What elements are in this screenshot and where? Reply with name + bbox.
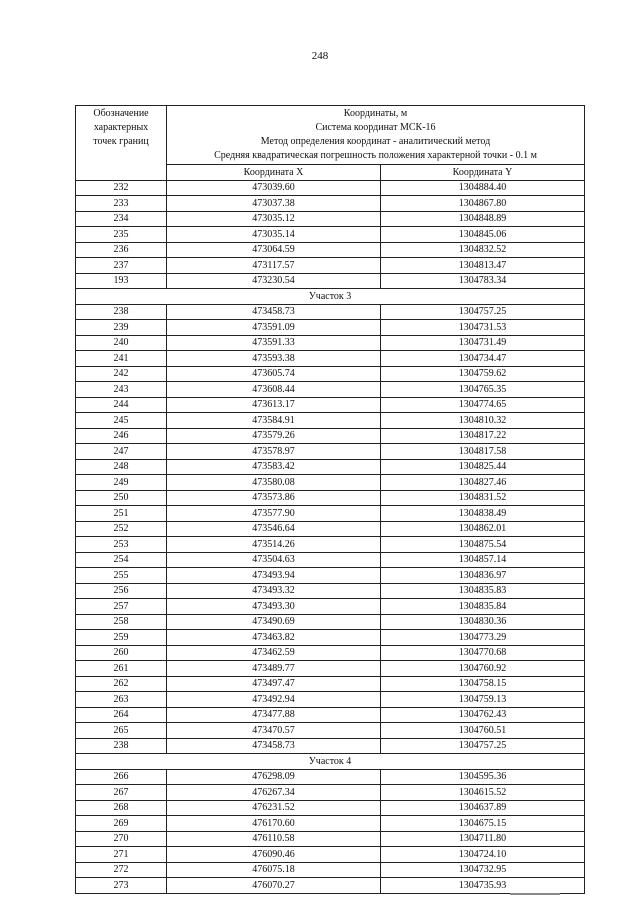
cell-x: 473579.26 (167, 428, 381, 444)
table-row (76, 444, 585, 460)
cell-y: 1304827.46 (381, 475, 585, 491)
cell-point: 245 (76, 413, 167, 429)
cell-y: 1304759.13 (381, 692, 585, 708)
column-header-x: Координата X (167, 165, 381, 181)
table-row (76, 769, 585, 785)
cell-y: 1304817.22 (381, 428, 585, 444)
header-left-line-3: точек границ (93, 136, 149, 147)
table-row (76, 335, 585, 351)
cell-x: 473035.12 (167, 211, 381, 227)
table-row (76, 645, 585, 661)
table-row (76, 459, 585, 475)
header-right-line-3: Метод определения координат - аналитический метод (260, 136, 491, 147)
table-row (76, 351, 585, 367)
table-row (76, 831, 585, 847)
cell-point: 244 (76, 397, 167, 413)
cell-x: 473593.38 (167, 351, 381, 367)
cell-x: 473492.94 (167, 692, 381, 708)
section-row (76, 754, 585, 770)
cell-x: 473605.74 (167, 366, 381, 382)
cell-x: 473477.88 (167, 707, 381, 723)
cell-point: 239 (76, 320, 167, 336)
table-row (76, 227, 585, 243)
table-row (76, 180, 585, 196)
cell-x: 473613.17 (167, 397, 381, 413)
cell-x: 476110.58 (167, 831, 381, 847)
cell-y: 1304595.36 (381, 769, 585, 785)
cell-x: 473580.08 (167, 475, 381, 491)
cell-point: 249 (76, 475, 167, 491)
cell-x: 473546.64 (167, 521, 381, 537)
cell-x: 473591.33 (167, 335, 381, 351)
cell-point: 232 (76, 180, 167, 196)
cell-y: 1304835.84 (381, 599, 585, 615)
cell-y: 1304848.89 (381, 211, 585, 227)
cell-point: 260 (76, 645, 167, 661)
cell-point: 270 (76, 831, 167, 847)
cell-x: 473037.38 (167, 196, 381, 212)
cell-point: 259 (76, 630, 167, 646)
section-row (76, 289, 585, 305)
cell-point: 255 (76, 568, 167, 584)
table-row (76, 242, 585, 258)
cell-x: 473493.94 (167, 568, 381, 584)
table-row (76, 630, 585, 646)
cell-point: 264 (76, 707, 167, 723)
cell-x: 476070.27 (167, 878, 381, 894)
section-label: Участок 4 (76, 754, 585, 770)
cell-point: 238 (76, 304, 167, 320)
cell-y: 1304783.34 (381, 273, 585, 289)
coordinates-table-body (76, 106, 585, 894)
cell-y: 1304732.95 (381, 862, 585, 878)
cell-y: 1304825.44 (381, 459, 585, 475)
cell-point: 273 (76, 878, 167, 894)
cell-x: 473230.54 (167, 273, 381, 289)
header-point-designation (76, 106, 167, 181)
cell-y: 1304765.35 (381, 382, 585, 398)
cell-point: 242 (76, 366, 167, 382)
cell-x: 473458.73 (167, 304, 381, 320)
cell-y: 1304711.80 (381, 831, 585, 847)
cell-point: 241 (76, 351, 167, 367)
cell-point: 257 (76, 599, 167, 615)
cell-point: 251 (76, 506, 167, 522)
cell-y: 1304637.89 (381, 800, 585, 816)
cell-point: 267 (76, 785, 167, 801)
cell-x: 473035.14 (167, 227, 381, 243)
cell-point: 250 (76, 490, 167, 506)
cell-point: 240 (76, 335, 167, 351)
table-row (76, 366, 585, 382)
table-row (76, 273, 585, 289)
cell-y: 1304731.53 (381, 320, 585, 336)
cell-point: 258 (76, 614, 167, 630)
cell-x: 473504.63 (167, 552, 381, 568)
cell-y: 1304735.93 (381, 878, 585, 894)
table-row (76, 816, 585, 832)
cell-x: 473458.73 (167, 738, 381, 754)
cell-point: 268 (76, 800, 167, 816)
cell-point: 235 (76, 227, 167, 243)
table-row (76, 738, 585, 754)
cell-y: 1304615.52 (381, 785, 585, 801)
cell-y: 1304830.36 (381, 614, 585, 630)
cell-y: 1304774.65 (381, 397, 585, 413)
cell-y: 1304724.10 (381, 847, 585, 863)
coordinates-table (75, 105, 585, 894)
cell-point: 254 (76, 552, 167, 568)
cell-point: 261 (76, 661, 167, 677)
cell-y: 1304867.80 (381, 196, 585, 212)
cell-x: 473514.26 (167, 537, 381, 553)
cell-y: 1304757.25 (381, 738, 585, 754)
table-row (76, 552, 585, 568)
cell-x: 473608.44 (167, 382, 381, 398)
cell-y: 1304675.15 (381, 816, 585, 832)
table-row (76, 320, 585, 336)
cell-x: 473489.77 (167, 661, 381, 677)
table-row (76, 723, 585, 739)
cell-y: 1304835.83 (381, 583, 585, 599)
table-row (76, 568, 585, 584)
cell-x: 473470.57 (167, 723, 381, 739)
table-row (76, 475, 585, 491)
cell-point: 271 (76, 847, 167, 863)
header-left-line-1: Обозначение (93, 108, 149, 119)
header-coordinates-info (167, 106, 585, 165)
cell-x: 473117.57 (167, 258, 381, 274)
cell-point: 236 (76, 242, 167, 258)
cell-point: 253 (76, 537, 167, 553)
cell-point: 193 (76, 273, 167, 289)
section-label: Участок 3 (76, 289, 585, 305)
table-row (76, 258, 585, 274)
cell-x: 476231.52 (167, 800, 381, 816)
cell-y: 1304757.25 (381, 304, 585, 320)
cell-y: 1304875.54 (381, 537, 585, 553)
cell-point: 256 (76, 583, 167, 599)
cell-y: 1304836.97 (381, 568, 585, 584)
cell-point: 263 (76, 692, 167, 708)
cell-x: 473064.59 (167, 242, 381, 258)
table-row (76, 397, 585, 413)
cell-y: 1304845.06 (381, 227, 585, 243)
cell-y: 1304773.29 (381, 630, 585, 646)
cell-y: 1304862.01 (381, 521, 585, 537)
cell-point: 262 (76, 676, 167, 692)
header-right-line-1: Координаты, м (343, 108, 408, 119)
table-row (76, 196, 585, 212)
cell-x: 476170.60 (167, 816, 381, 832)
table-row (76, 862, 585, 878)
table-row (76, 707, 585, 723)
cell-x: 473493.32 (167, 583, 381, 599)
cell-y: 1304762.43 (381, 707, 585, 723)
cell-y: 1304832.52 (381, 242, 585, 258)
table-row (76, 304, 585, 320)
cell-x: 473573.86 (167, 490, 381, 506)
cell-y: 1304831.52 (381, 490, 585, 506)
table-row (76, 661, 585, 677)
table-row (76, 537, 585, 553)
cell-x: 476298.09 (167, 769, 381, 785)
cell-y: 1304817.58 (381, 444, 585, 460)
table-row (76, 692, 585, 708)
table-row (76, 211, 585, 227)
cell-y: 1304760.51 (381, 723, 585, 739)
table-row (76, 521, 585, 537)
cell-y: 1304857.14 (381, 552, 585, 568)
cell-x: 473577.90 (167, 506, 381, 522)
cell-y: 1304734.47 (381, 351, 585, 367)
table-row (76, 878, 585, 894)
table-row (76, 428, 585, 444)
cell-x: 473039.60 (167, 180, 381, 196)
cell-x: 476090.46 (167, 847, 381, 863)
table-row (76, 583, 585, 599)
cell-y: 1304760.92 (381, 661, 585, 677)
cell-y: 1304731.49 (381, 335, 585, 351)
table-row (76, 847, 585, 863)
cell-x: 473497.47 (167, 676, 381, 692)
table-header-row (76, 106, 585, 165)
table-row (76, 506, 585, 522)
cell-point: 248 (76, 459, 167, 475)
table-row (76, 800, 585, 816)
cell-x: 473463.82 (167, 630, 381, 646)
header-right-line-4: Средняя квадратическая погрешность положения характерной точки - 0.1 м (214, 150, 537, 161)
cell-point: 246 (76, 428, 167, 444)
cell-point: 233 (76, 196, 167, 212)
cell-x: 476267.34 (167, 785, 381, 801)
cell-x: 473578.97 (167, 444, 381, 460)
cell-x: 473584.91 (167, 413, 381, 429)
cell-point: 269 (76, 816, 167, 832)
cell-y: 1304813.47 (381, 258, 585, 274)
table-row (76, 599, 585, 615)
table-row (76, 413, 585, 429)
cell-point: 266 (76, 769, 167, 785)
cell-x: 473583.42 (167, 459, 381, 475)
table-row (76, 382, 585, 398)
cell-point: 272 (76, 862, 167, 878)
cell-x: 473493.30 (167, 599, 381, 615)
cell-x: 473490.69 (167, 614, 381, 630)
cell-point: 234 (76, 211, 167, 227)
header-right-line-2: Система координат МСК-16 (315, 122, 436, 133)
table-row (76, 490, 585, 506)
table-row (76, 614, 585, 630)
cell-x: 473462.59 (167, 645, 381, 661)
cell-point: 238 (76, 738, 167, 754)
cell-point: 265 (76, 723, 167, 739)
cell-point: 252 (76, 521, 167, 537)
cell-y: 1304810.32 (381, 413, 585, 429)
cell-x: 476075.18 (167, 862, 381, 878)
bottom-mark (510, 893, 560, 895)
table-row (76, 676, 585, 692)
cell-y: 1304838.49 (381, 506, 585, 522)
cell-y: 1304758.15 (381, 676, 585, 692)
column-header-y: Координата Y (381, 165, 585, 181)
cell-point: 247 (76, 444, 167, 460)
table-row (76, 785, 585, 801)
cell-y: 1304770.68 (381, 645, 585, 661)
cell-x: 473591.09 (167, 320, 381, 336)
page-number: 248 (311, 50, 329, 62)
cell-y: 1304759.62 (381, 366, 585, 382)
cell-point: 243 (76, 382, 167, 398)
cell-point: 237 (76, 258, 167, 274)
cell-y: 1304884.40 (381, 180, 585, 196)
header-left-line-2: характерных (93, 122, 149, 133)
